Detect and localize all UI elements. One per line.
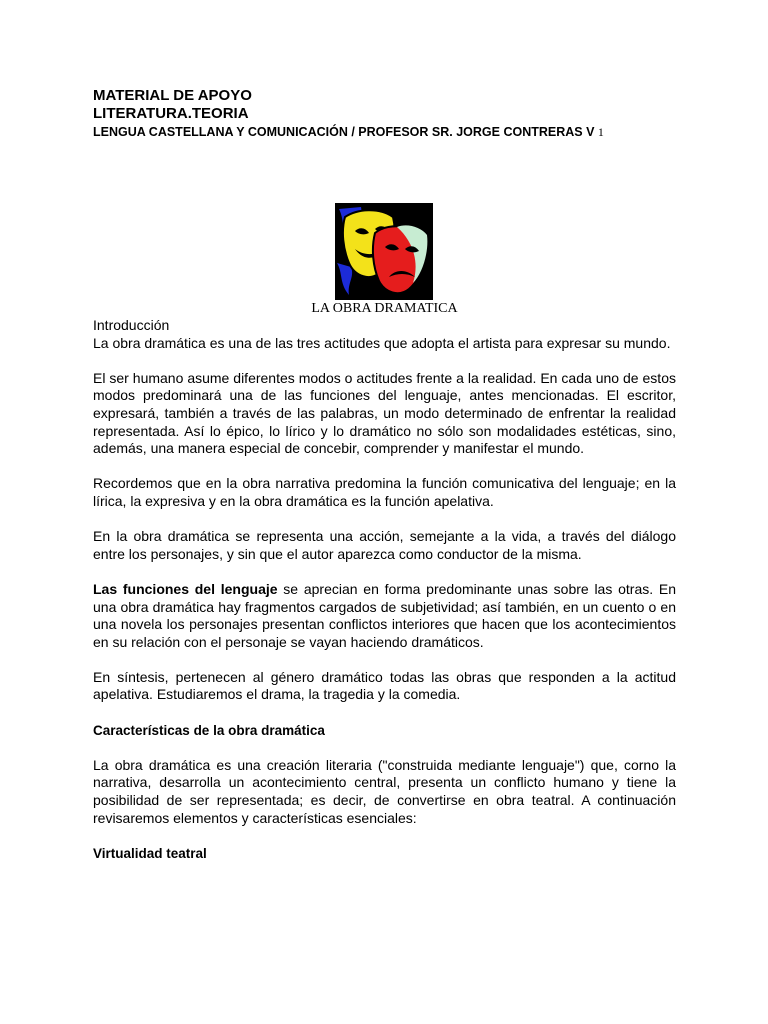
document-header	[93, 87, 676, 140]
section-heading-caracteristicas: Características de la obra dramática	[93, 722, 325, 738]
spacer	[93, 458, 676, 476]
paragraph-1: La obra dramática es una de las tres actitudes que adopta el artista para expresar su mundo.	[93, 334, 671, 351]
theater-masks-icon	[335, 203, 433, 300]
paragraph-5-rest: se aprecian en forma predominante unas sobre las otras. En una obra dramática hay fragmentos cargados de subjetividad; así también, en un cuento o en una novela los personajes presentan conflictos interiores que hacen que los acontecimientos en su relación con el personaje se vayan haciendo dramáticos.	[93, 580, 676, 650]
spacer	[93, 651, 676, 669]
header-line-1: MATERIAL DE APOYO	[93, 87, 252, 104]
paragraph-2: El ser humano asume diferentes modos o actitudes frente a la realidad. En cada uno de estos modos predominará una de las funciones del lenguaje, antes mencionadas. El escritor, expresará, también a través de las palabras, un modo determinado de enfrentar la realidad representada. Así lo épico, lo lírico y lo dramático no sólo son modalidades estéticas, sino, además, una manera especial de concebir, comprender y manifestar el mundo.	[93, 369, 676, 457]
spacer	[93, 563, 676, 581]
paragraph-5-bold: Las funciones del lenguaje	[93, 580, 278, 597]
spacer	[93, 739, 676, 757]
header-line-2: LITERATURA.TEORIA	[93, 105, 249, 122]
paragraph-7: La obra dramática es una creación literaria ("construida mediante lenguaje") que, corno la narrativa, desarrolla un acontecimiento central, presenta un conflicto humano y tiene la posibilidad de ser representada; es decir, de convertirse en obra teatral. A continuación revisaremos elementos y características esenciales:	[93, 756, 676, 826]
paragraph-5	[93, 581, 676, 651]
header-line-3	[93, 124, 676, 140]
spacer	[93, 352, 676, 370]
spacer	[93, 511, 676, 529]
section-heading-virtualidad: Virtualidad teatral	[93, 845, 207, 861]
page-number: 1	[597, 125, 604, 139]
theater-masks-svg	[335, 203, 433, 300]
document-body	[93, 317, 676, 862]
header-line-3-text: LENGUA CASTELLANA Y COMUNICACIÓN / PROFESOR SR. JORGE CONTRERAS V	[93, 125, 595, 139]
spacer	[93, 827, 676, 845]
document-title: LA OBRA DRAMATICA	[311, 301, 458, 316]
paragraph-6: En síntesis, pertenecen al género dramático todas las obras que responden a la actitud apelativa. Estudiaremos el drama, la tragedia y la comedia.	[93, 668, 676, 703]
intro-label: Introducción	[93, 317, 170, 333]
spacer	[93, 704, 676, 722]
paragraph-4: En la obra dramática se representa una acción, semejante a la vida, a través del diálogo entre los personajes, y sin que el autor aparezca como conductor de la misma.	[93, 528, 676, 562]
paragraph-3: Recordemos que en la obra narrativa predomina la función comunicativa del lenguaje; en la lírica, la expresiva y en la obra dramática es la función apelativa.	[93, 475, 676, 509]
